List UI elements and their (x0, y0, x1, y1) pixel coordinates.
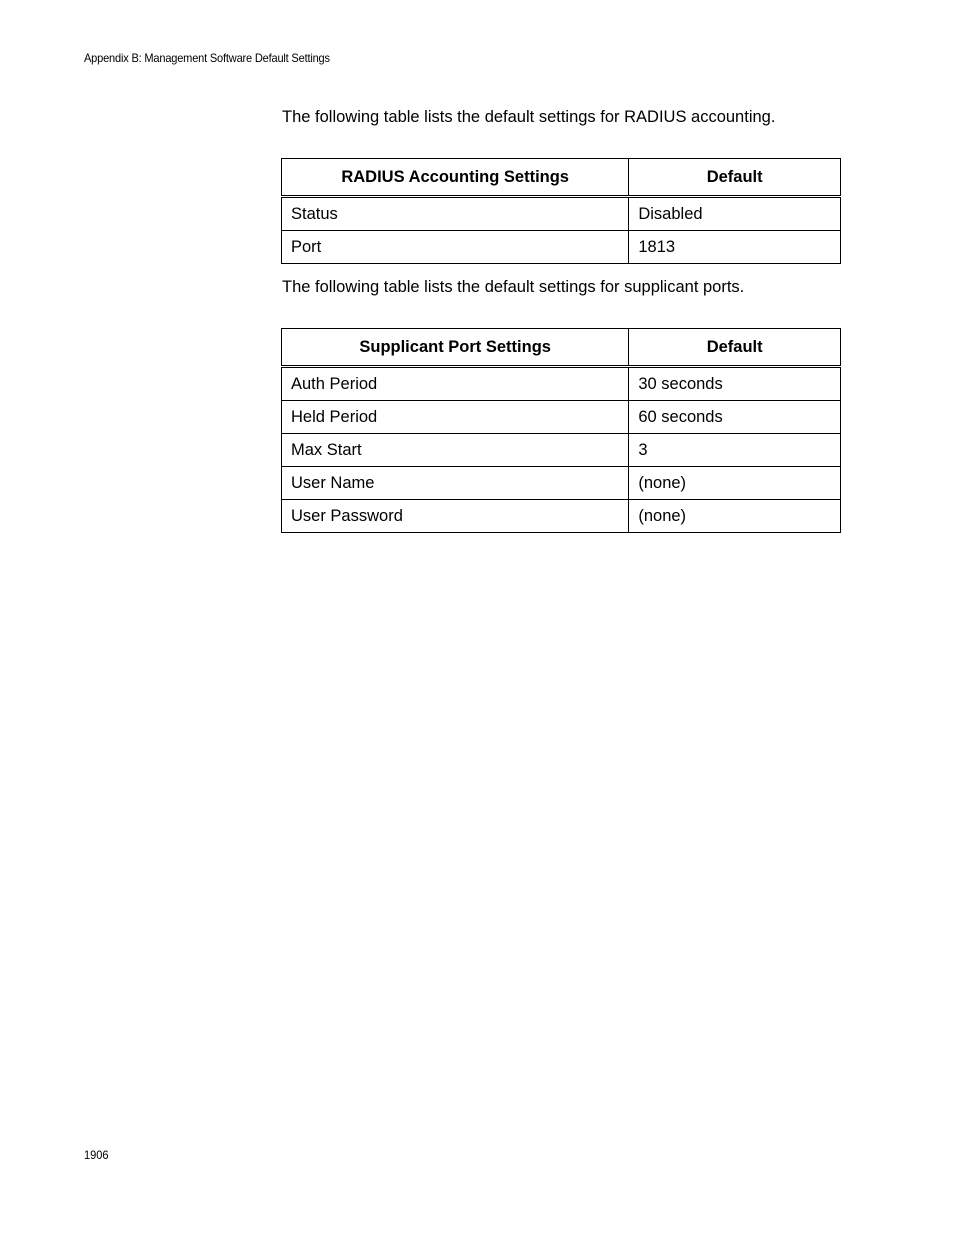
radius-intro-text: The following table lists the default settings for RADIUS accounting. (282, 108, 776, 126)
column-header-default: Default (629, 159, 841, 197)
setting-name: User Password (282, 500, 629, 533)
table-row (282, 401, 841, 434)
setting-default: 30 seconds (629, 367, 841, 401)
setting-name: Status (282, 197, 629, 231)
setting-name: User Name (282, 467, 629, 500)
column-header-default: Default (629, 329, 841, 367)
table-row (282, 434, 841, 467)
running-header: Appendix B: Management Software Default Settings (84, 51, 330, 65)
radius-accounting-table (281, 158, 841, 264)
column-header-setting: Supplicant Port Settings (282, 329, 629, 367)
page-number: 1906 (84, 1148, 109, 1162)
column-header-setting: RADIUS Accounting Settings (282, 159, 629, 197)
table-row (282, 500, 841, 533)
setting-default: 3 (629, 434, 841, 467)
table-header-row (282, 159, 841, 197)
table-row (282, 467, 841, 500)
table-row (282, 197, 841, 231)
setting-default: Disabled (629, 197, 841, 231)
setting-default: (none) (629, 467, 841, 500)
table-row (282, 367, 841, 401)
setting-name: Max Start (282, 434, 629, 467)
setting-name: Auth Period (282, 367, 629, 401)
setting-name: Held Period (282, 401, 629, 434)
table-header-row (282, 329, 841, 367)
setting-default: (none) (629, 500, 841, 533)
supplicant-port-table (281, 328, 841, 533)
table-row (282, 231, 841, 264)
supplicant-intro-text: The following table lists the default settings for supplicant ports. (282, 278, 745, 296)
setting-default: 60 seconds (629, 401, 841, 434)
setting-name: Port (282, 231, 629, 264)
setting-default: 1813 (629, 231, 841, 264)
